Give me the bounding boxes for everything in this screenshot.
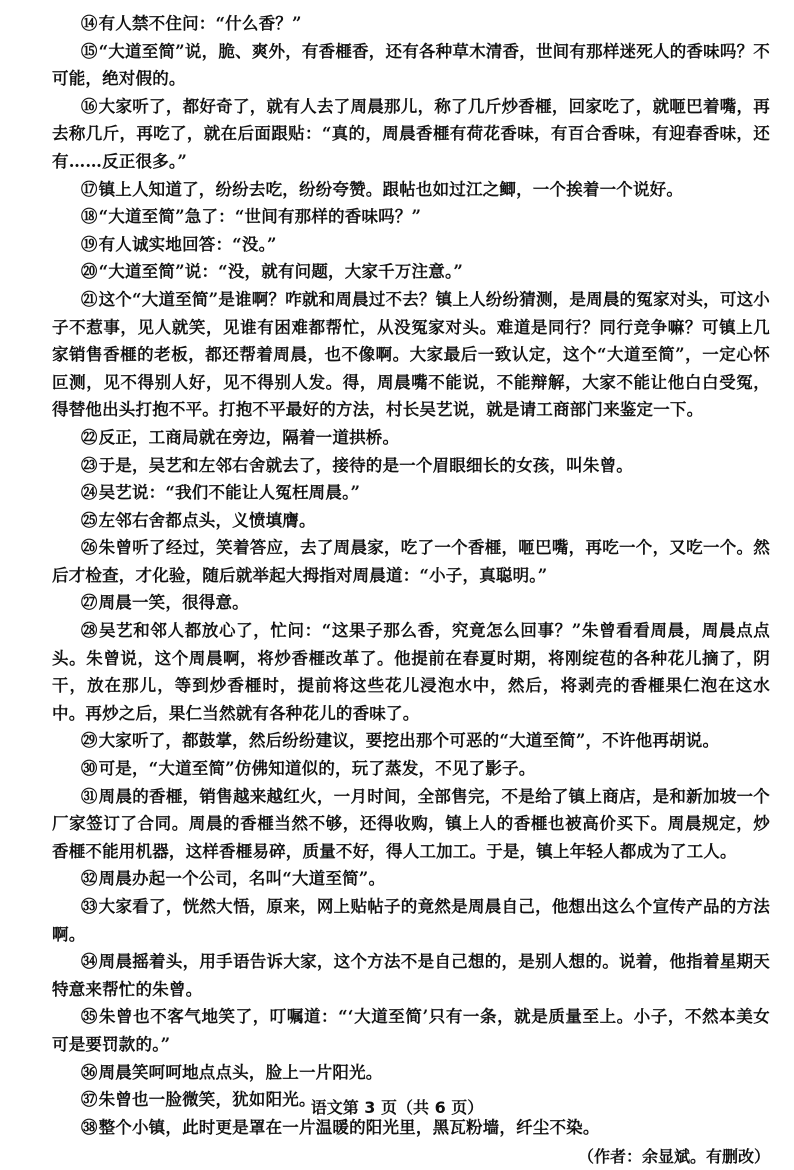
paragraph-text: 周晨一笑，很得意。 [98,593,249,613]
paragraph-text: “大道至简”急了：“世间有那样的香味吗？” [98,207,422,227]
paragraph-text: 反正，工商局就在旁边，隔着一道拱桥。 [98,427,400,447]
paragraph [52,38,770,93]
paragraph-text: 朱曾也不客气地笑了，叮嘱道：“‘大道至简’只有一条，就是质量至上。小子，不然本美女可是要罚款的。” [52,1007,771,1054]
paragraph-text: 周晨摇着头，用手语告诉大家，这个方法不是自己想的，是别人想的。说着，他指着星期天特意来帮忙的朱曾。 [52,952,771,999]
paragraph [52,865,770,893]
paragraph-number: ㉓ [80,455,98,475]
paragraph [52,507,770,535]
paragraph [52,589,770,617]
paragraph-number: ㉗ [80,593,98,613]
paragraph [52,479,770,507]
paragraph-text: 这个“大道至简”是谁啊？咋就和周晨过不去？镇上人纷纷猜测，是周晨的冤家对头，可这小子不惹事，见人就笑，见谁有困难都帮忙，从没冤家对头。难道是同行？同行竞争嘛？可镇上几家销售香榧的老板，都还帮着周晨，也不像啊。大家最后一致认定，这个“大道至简”，一定心怀叵测，见不得别人好，见不得别人发。得，周晨嘴不能说，不能辩解，大家不能让他白白受冤，得替他出头打抱不平。打抱不平最好的方法，村长吴艺说，就是请工商部门来鉴定一下。 [52,289,770,420]
paragraph [52,783,770,866]
paragraph-text: “大道至简”说：“没，就有问题，大家千万注意。” [98,262,464,282]
paragraph [52,755,770,783]
paragraph-number: ㉞ [80,952,98,972]
paragraph-text: 周晨的香榧，销售越来越红火，一月时间，全部售完，不是给了镇上商店，是和新加坡一个厂家签订了合同。周晨的香榧当然不够，还得收购，镇上人的香榧也被高价买下。周晨规定，炒香榧不能用机器，这样香榧易碎，质量不好，得人工加工。于是，镇上年轻人都成为了工人。 [52,786,771,861]
paragraph-text: 有人诚实地回答：“没。” [98,234,277,254]
paragraph-text: 左邻右舍都点头，义愤填膺。 [98,510,316,530]
paragraph [52,93,770,176]
paragraph-number: ⑯ [80,96,98,116]
paragraph-number: ㉒ [80,427,98,447]
paragraph-number: ㊳ [80,1117,98,1137]
paragraph [52,231,770,259]
paragraph-number: ㉑ [80,289,98,309]
paragraph-number: ⑱ [80,207,98,227]
paragraph [52,203,770,231]
paragraph [52,727,770,755]
paragraph-number: ⑲ [80,234,98,254]
paragraph-text: 于是，吴艺和左邻右舍就去了，接待的是一个眉眼细长的女孩，叫朱曾。 [98,455,633,475]
paragraph-number: ㉔ [80,483,98,503]
paragraph [52,1059,770,1087]
paragraph [52,10,770,38]
paragraph [52,948,770,1003]
paragraph [52,452,770,480]
paragraph [52,534,770,589]
paragraph [52,893,770,948]
paragraph-number: ㉛ [80,786,98,806]
paragraph-number: ⑰ [80,179,98,199]
paragraph [52,424,770,452]
paragraph-number: ㉘ [80,621,99,641]
paragraph [52,258,770,286]
paragraph-number: ⑳ [80,262,98,282]
paragraph-text: 大家看了，恍然大悟，原来，网上贴帖子的竟然是周晨自己，他想出这么个宣传产品的方法啊。 [52,897,771,944]
paragraph-text: 可是，“大道至简”仿佛知道似的，玩了蒸发，不见了影子。 [98,759,536,779]
paragraph-text: 整个小镇，此时更是罩在一片温暖的阳光里，黑瓦粉墙，纤尘不染。 [98,1117,600,1137]
paragraph [52,1003,770,1058]
paragraph-text: 大家听了，都鼓掌，然后纷纷建议，要挖出那个可恶的“大道至简”，不许他再胡说。 [98,731,720,751]
paragraph-text: 吴艺和邻人都放心了，忙问：“这果子那么香，究竟怎么回事？”朱曾看看周晨，周晨点点头。朱曾说，这个周晨啊，将炒香榧改革了。他提前在春夏时期，将刚绽苞的各种花儿摘了，阴干，放在那儿，等到炒香榧时，提前将这些花儿浸泡水中，然后，将剥壳的香榧果仁泡在这水中。再炒之后，果仁当然就有各种花儿的香味了。 [52,621,770,723]
article-body [52,10,770,1170]
paragraph-number: ㉜ [80,869,98,889]
paragraph-text: 镇上人知道了，纷纷去吃，纷纷夸赞。跟帖也如过江之鲫，一个挨着一个说好。 [98,179,684,199]
paragraph-number: ㉝ [80,897,98,916]
paragraph [52,286,770,424]
paragraph-text: 吴艺说：“我们不能让人冤枉周晨。” [98,483,361,503]
paragraph-text: 周晨笑呵呵地点点头，脸上一片阳光。 [98,1062,383,1082]
paragraph-number: ㉚ [80,759,98,779]
paragraph [52,176,770,204]
paragraph-number: ㉙ [80,731,98,751]
paragraph-text: “大道至简”说，脆、爽外，有香榧香，还有各种草木清香，世间有那样迷死人的香味吗？不可能，绝对假的。 [52,41,770,89]
paragraph-text: 周晨办起一个公司，名叫“大道至简”。 [98,869,386,889]
paragraph-number: ㊱ [80,1062,98,1082]
paragraph-number: ㊲ [80,1090,98,1110]
paragraph-text: 大家听了，都好奇了，就有人去了周晨那儿，称了几斤炒香榧，回家吃了，就咂巴着嘴，再去称几斤，再吃了，就在后面跟贴：“真的，周晨香榧有荷花香味，有百合香味，有迎春香味，还有……反正很多。” [52,96,771,171]
author-note: （作者：余显斌。有删改） [577,1147,770,1167]
paragraph-number: ㉕ [80,510,98,530]
paragraph-text: 朱曾听了经过，笑着答应，去了周晨家，吃了一个香榧，咂巴嘴，再吃一个，又吃一个。然后才检查，才化验，随后就举起大拇指对周晨道：“小子，真聪明。” [52,538,771,585]
paragraph-number: ㉖ [80,538,98,558]
paragraph-number: ㉟ [80,1007,98,1027]
paragraph [52,617,770,727]
paragraph-text: 朱曾也一脸微笑，犹如阳光。 [98,1090,316,1110]
paragraph-number: ⑮ [80,41,98,61]
page-footer: 语文第 3 页（共 6 页） [310,1098,484,1117]
paragraph-text: 有人禁不住问：“什么香？” [98,14,302,33]
paragraph-number: ⑭ [80,14,98,33]
paragraph-list [52,10,770,1141]
